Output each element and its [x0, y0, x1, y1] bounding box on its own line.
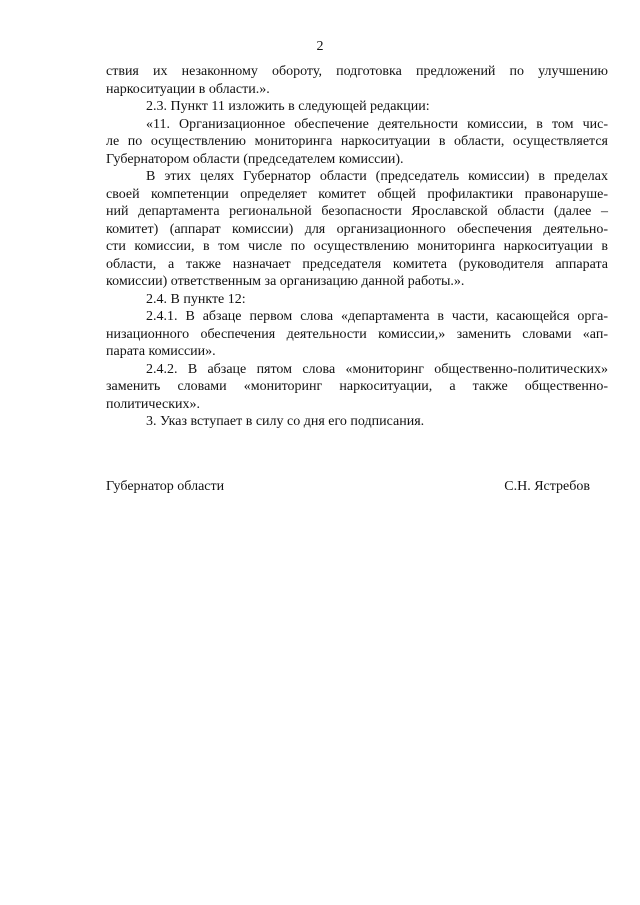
text-line: 2.3. Пункт 11 изложить в следующей редакции: — [146, 99, 430, 114]
document-body — [106, 63, 608, 431]
signatory-title: Губернатор области — [106, 479, 225, 494]
text-line: ле по осуществлению мониторинга наркоситуации в области, осуществляется — [106, 134, 608, 149]
text-line: 2.4. В пункте 12: — [146, 291, 246, 307]
text-line: комитет) (аппарат комиссии) для организационного обеспечения деятельно- — [106, 221, 608, 237]
text-line: политических». — [106, 396, 201, 412]
text-line: комиссии) ответственным за организацию данной работы.». — [106, 274, 465, 289]
page-number: 2 — [316, 39, 324, 54]
text-line: 2.4.2. В абзаце пятом слова «мониторинг общественно-политических» — [146, 361, 608, 377]
text-line: парата комиссии». — [106, 344, 216, 359]
text-line: ний департамента региональной безопасности Ярославской области (далее – — [106, 204, 608, 219]
text-line: 3. Указ вступает в силу со дня его подписания. — [146, 414, 425, 429]
text-line: 2.4.1. В абзаце первом слова «департамента в части, касающейся орга- — [146, 309, 608, 324]
text-line: своей компетенции определяет комитет общей профилактики правонаруше- — [106, 186, 608, 202]
text-line: Губернатором области (председателем комиссии). — [106, 151, 404, 167]
text-line: наркоситуации в области.». — [106, 81, 270, 97]
signatory-name: С.Н. Ястребов — [504, 479, 590, 494]
text-line: области, а также назначает председателя комитета (руководителя аппарата — [106, 256, 608, 272]
text-line: «11. Организационное обеспечение деятельности комиссии, в том чис- — [146, 116, 608, 132]
text-line: заменить словами «мониторинг наркоситуации, а также общественно- — [106, 379, 608, 394]
text-line: сти комиссии, в том числе по осуществлению мониторинга наркоситуации в — [106, 239, 608, 254]
text-line: низационного обеспечения деятельности комиссии,» заменить словами «ап- — [106, 326, 608, 342]
text-line: ствия их незаконному обороту, подготовка предложений по улучшению — [106, 64, 608, 79]
text-line: В этих целях Губернатор области (председатель комиссии) в пределах — [146, 169, 608, 184]
